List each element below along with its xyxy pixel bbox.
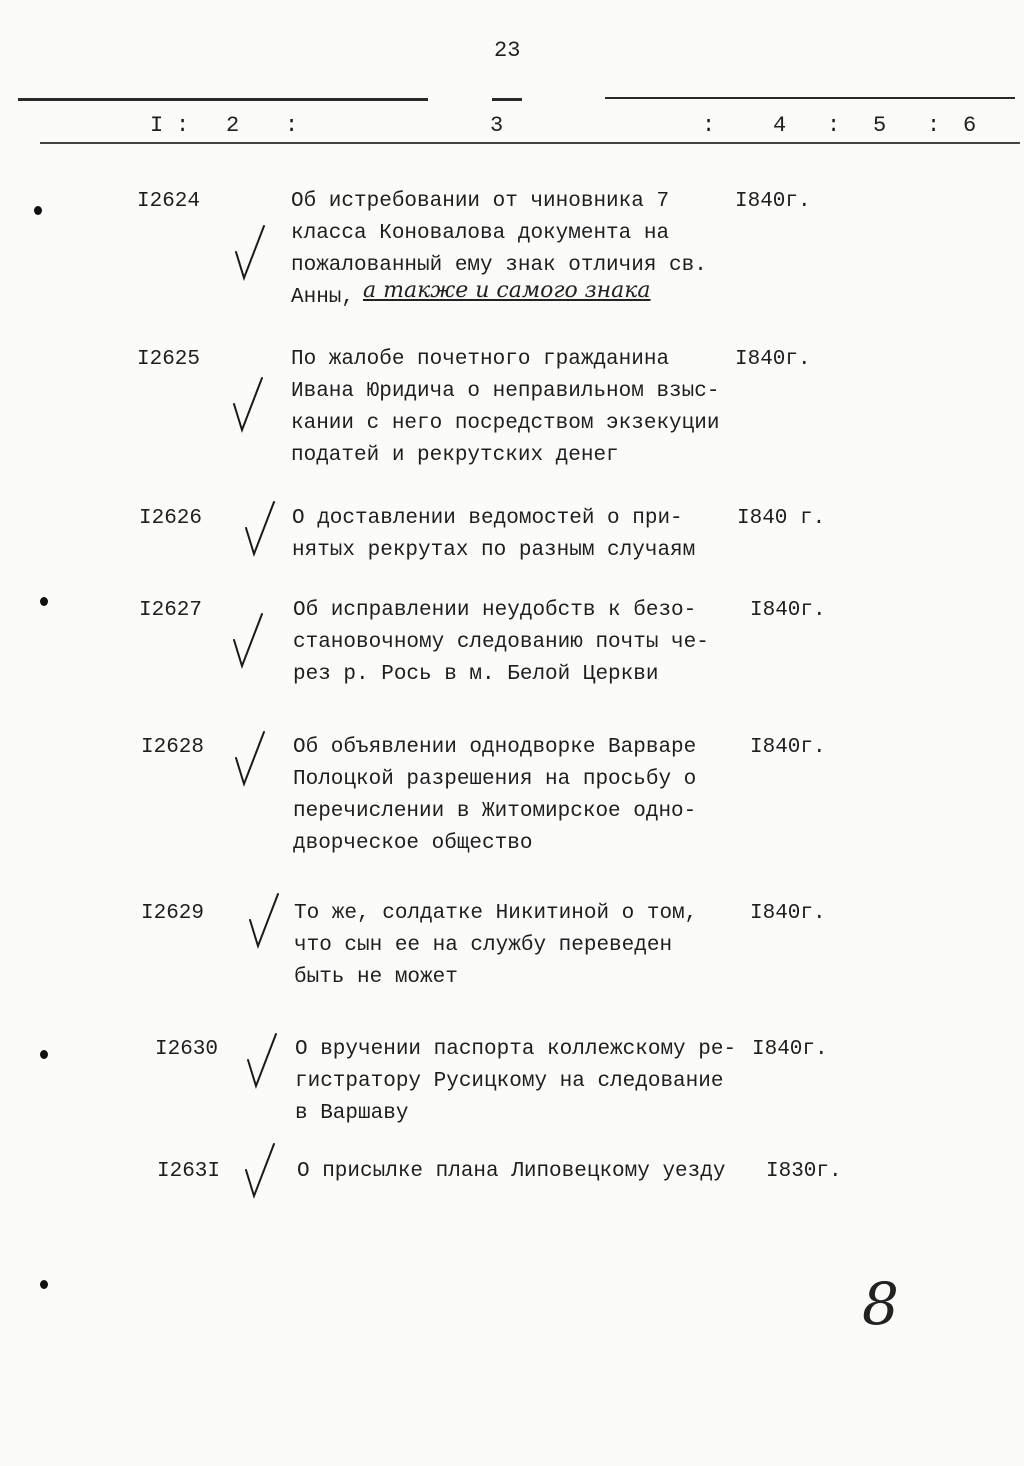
entry-title-line: Об истребовании от чиновника 7 (291, 190, 670, 213)
entry-title-line: рез р. Рось в м. Белой Церкви (293, 663, 659, 686)
entry-number: I2628 (141, 736, 205, 759)
entry-year: I840г. (750, 736, 826, 759)
checkmark-icon (232, 222, 268, 282)
entry-title-line: что сын ее на службу переведен (294, 934, 673, 957)
column-separator: : (702, 113, 716, 138)
checkmark-icon (242, 1140, 278, 1200)
checkmark-icon (232, 728, 268, 788)
entry-title-line: податей и рекрутских денег (291, 444, 619, 467)
entry-year: I840г. (750, 599, 826, 622)
entry-year: I840г. (750, 902, 826, 925)
entry-title-line: в Варшаву (295, 1102, 409, 1125)
checkmark-icon (246, 890, 282, 950)
entry-title-line: По жалобе почетного гражданина (291, 348, 670, 371)
entry-title-line: класса Коновалова документа на (291, 222, 670, 245)
entry-year: I840 г. (737, 507, 826, 530)
page-number: 23 (494, 38, 521, 63)
entry-title-line: О присылке плана Липовецкому уезду (297, 1160, 726, 1183)
entry-title-line: О доставлении ведомостей о при- (292, 507, 683, 530)
entry-title-line: пожалованный ему знак отличия св. (291, 254, 707, 277)
header-top-rule (492, 98, 522, 101)
column-header-4: 4 (773, 113, 787, 138)
header-top-rule (18, 98, 428, 101)
header-top-rule (605, 97, 1015, 99)
column-separator: : (927, 113, 941, 138)
header-bottom-rule (40, 142, 1020, 144)
entry-number: I263I (157, 1160, 221, 1183)
column-header-2: 2 (226, 113, 240, 138)
entry-number: I2624 (137, 190, 201, 213)
entry-title-line: Ивана Юридича о неправильном взыс- (291, 380, 720, 403)
entry-title-line: О вручении паспорта коллежскому ре- (295, 1038, 737, 1061)
entry-year: I840г. (735, 190, 811, 213)
entry-title-line: То же, солдатке Никитиной о том, (294, 902, 698, 925)
checkmark-icon (244, 1030, 280, 1090)
column-separator: : (176, 113, 190, 138)
entry-year: I840г. (752, 1038, 828, 1061)
column-separator: : (285, 113, 299, 138)
binder-hole-mark (40, 597, 48, 606)
checkmark-icon (230, 610, 266, 670)
entry-title-line: кании с него посредством экзекуции (291, 412, 720, 435)
entry-number: I2626 (139, 507, 203, 530)
entry-year: I830г. (766, 1160, 842, 1183)
entry-number: I2627 (139, 599, 203, 622)
entry-title-line: Анны, (291, 286, 355, 309)
binder-hole-mark (34, 206, 42, 215)
binder-hole-mark (40, 1050, 48, 1059)
binder-hole-mark (40, 1280, 48, 1289)
entry-number: I2625 (137, 348, 201, 371)
entry-title-line: гистратору Русицкому на следование (295, 1070, 724, 1093)
entry-title-line: перечислении в Житомирское одно- (293, 800, 697, 823)
column-header-5: 5 (873, 113, 887, 138)
entry-title-line: Об исправлении неудобств к безо- (293, 599, 697, 622)
checkmark-icon (242, 498, 278, 558)
entry-title-line: Полоцкой разрешения на просьбу о (293, 768, 697, 791)
entry-number: I2630 (155, 1038, 219, 1061)
column-header-1: I (150, 113, 164, 138)
checkmark-icon (230, 374, 266, 434)
entry-title-line: Об объявлении однодворке Варваре (293, 736, 697, 759)
entry-title-line: быть не может (294, 966, 458, 989)
handwritten-addition: а также и самого знака (363, 278, 651, 303)
page-count-mark: 8 (862, 1270, 899, 1338)
entry-title-line: становочному следованию почты че- (293, 631, 709, 654)
entry-title-line: нятых рекрутах по разным случаям (292, 539, 696, 562)
entry-number: I2629 (141, 902, 205, 925)
column-header-3: 3 (490, 113, 504, 138)
column-header-6: 6 (963, 113, 977, 138)
column-separator: : (827, 113, 841, 138)
entry-title-line: дворческое общество (293, 832, 533, 855)
entry-year: I840г. (735, 348, 811, 371)
